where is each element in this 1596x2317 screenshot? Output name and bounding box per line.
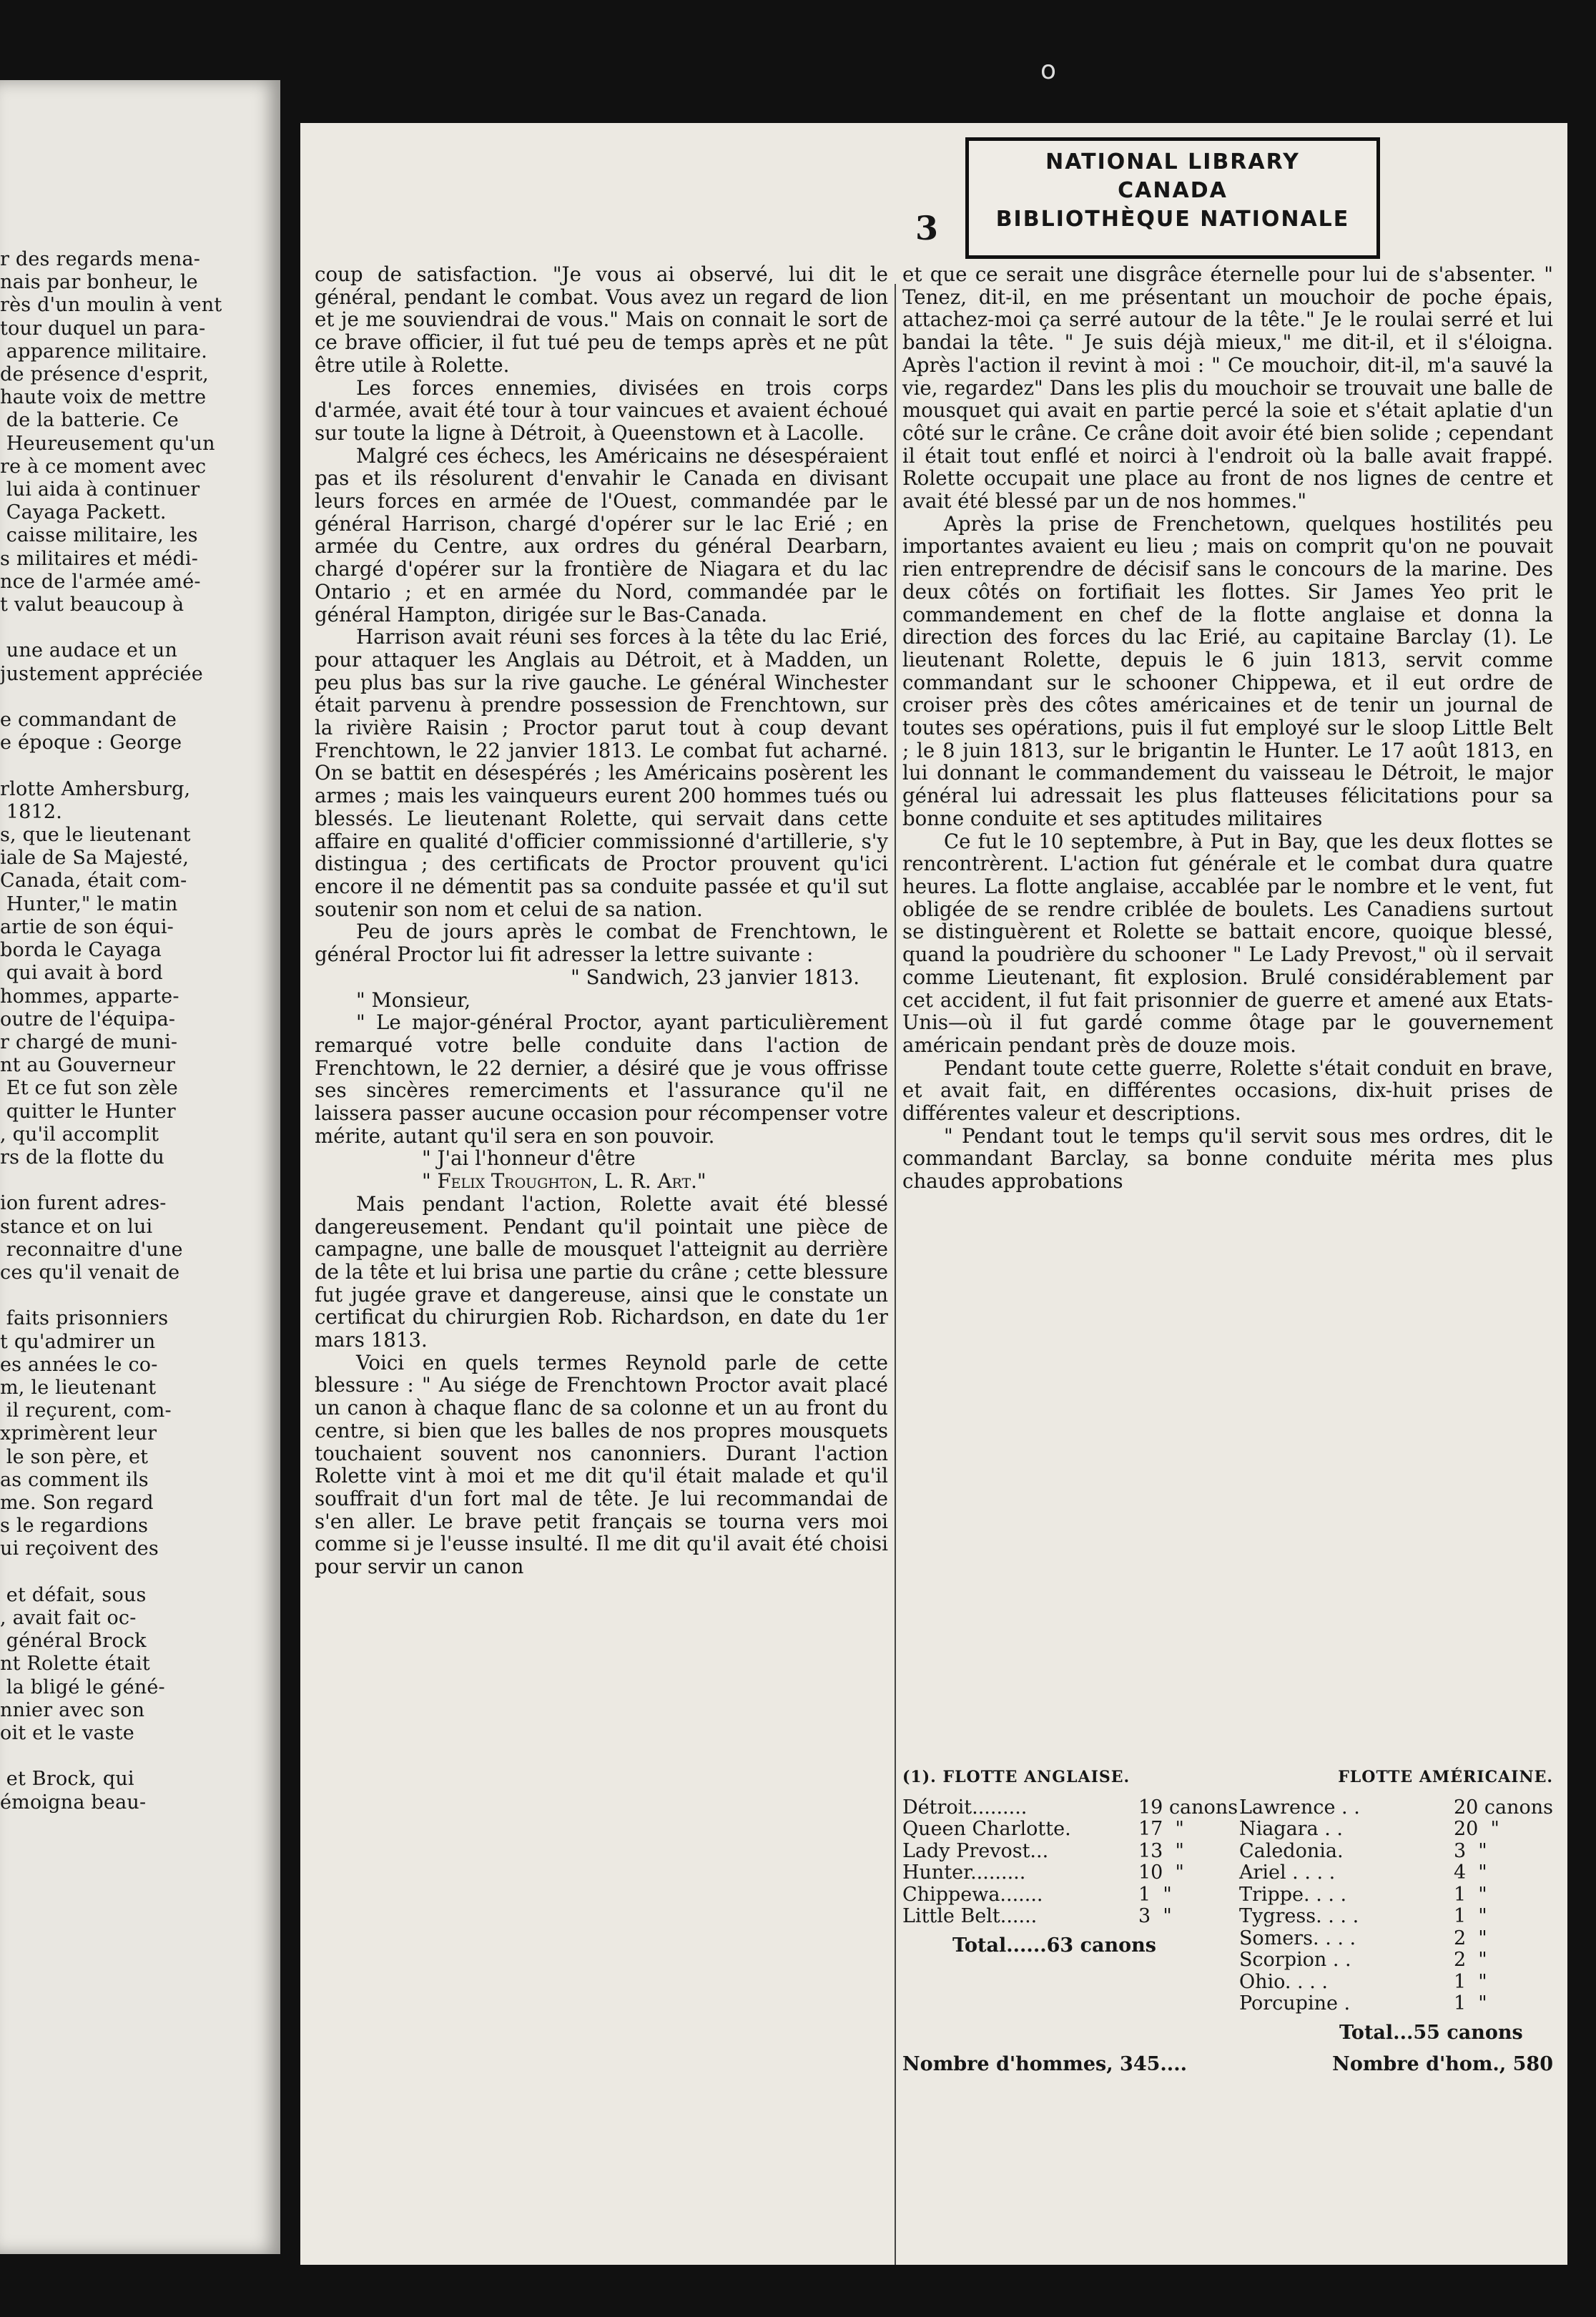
fragment-line: nnier avec son [0,1698,145,1721]
paragraph: Mais pendant l'action, Rolette avait été blessé dangereusement. Pendant qu'il pointait une pièce de campagne, une balle de mousquet l'atteignit au derrière de la tête et lui brisa une partie du crâne ; cette blessure fut jugée grave et dangereuse, ainsi que le constate un certificat du chirurgien Rob. Richardson, en date du 1er mars 1813. [315,1191,888,1352]
fragment-line: , avait fait oc- [0,1606,137,1629]
paragraph: Pendant toute cette guerre, Rolette s'était conduit en brave, et avait fait, en différentes occasions, dix-huit prises de différentes valeur et descriptions. [902,1056,1553,1126]
ship-name: Caledonia. [1238,1839,1344,1862]
letter-dateline: " Sandwich, 23 janvier 1813. [571,965,859,989]
fragment-line [0,754,280,777]
fragment-line: reconnaitre d'une [0,1238,183,1261]
fragment-line: m, le lieutenant [0,1376,157,1399]
ship-name: Détroit......... [902,1796,1028,1819]
fragment-line: Et ce fut son zèle [0,1077,178,1100]
fragment-line: t qu'admirer un [0,1330,156,1353]
ship-guns: 3 " [1138,1905,1172,1927]
fragment-line: s le regardions [0,1515,149,1538]
letter-salutation: " Monsieur, [356,988,471,1012]
corner-mark: o [1040,56,1057,85]
ship-row [902,1797,1238,1819]
fragment-line: il reçurent, com- [0,1399,172,1422]
american-crew-count: Nombre d'hom., 580 [1332,2053,1553,2075]
footnote-headings [902,1766,1553,1789]
fragment-line: et défait, sous [0,1583,147,1606]
text-column-1 [300,263,888,1578]
ship-guns: 17 " [1138,1818,1184,1840]
fragment-line: as comment ils [0,1468,149,1491]
paragraph: Harrison avait réuni ses forces à la tête du lac Erié, pour attaquer les Anglais au Détroit, et à Madden, un peu plus bas sur la rive gauche. Le général Winchester était parvenu à prendre possession de Frenchtown, sur la rivière Raisin ; Proctor parut tout à coup devant Frenchtown, le 22 janvier 1813. Le combat fut acharné. On se battit en désespérés ; les Américains posèrent les armes ; mais les vainqueurs eurent 200 hommes tués ou blessés. Le lieutenant Rolette, qui servait dans cette affaire en qualité d'officier commissionné d'artillerie, s'y distingua ; des certificats de Proctor prouvent qu'ici encore il ne démentit pas sa conduite passée et qu'il sut soutenir son nom et celui de sa nation. [315,625,888,921]
fragment-line: nais par bonheur, le [0,271,198,294]
fragment-line: r chargé de muni- [0,1030,178,1053]
ship-name: Little Belt...... [902,1905,1038,1927]
fragment-line: quitter le Hunter [0,1100,176,1123]
fragment-line: général Brock [0,1630,147,1653]
fragment-line: nt au Gouverneur [0,1054,176,1077]
fragment-line: la bligé le géné- [0,1676,165,1698]
fragment-line: stance et on lui [0,1215,153,1238]
stamp-line: CANADA [1118,178,1228,203]
fragment-line: nce de l'armée amé- [0,570,201,593]
fragment-line: , qu'il accomplit [0,1123,159,1146]
ship-guns: 10 " [1138,1861,1184,1884]
ship-row [1239,1949,1553,1972]
fragment-line: iale de Sa Majesté, [0,847,189,870]
american-fleet-heading: FLOTTE AMÉRICAINE. [1338,1768,1553,1786]
ship-guns: 20 " [1453,1818,1499,1840]
fragment-line: qui avait à bord [0,962,163,985]
column-divider [895,284,896,2265]
fragment-line: justement appréciée [0,662,203,685]
ship-guns: 20 canons [1453,1796,1553,1819]
ship-row [1239,1884,1553,1907]
fragment-line: Hunter," le matin [0,892,178,915]
fragment-line: t valut beaucoup à [0,594,184,616]
fragment-line: r des regards mena- [0,248,201,270]
fragment-line: de la batterie. Ce [0,409,179,432]
american-ship-list [1239,1797,1553,2015]
paragraph: " Pendant tout le temps qu'il servit sous mes ordres, dit le commandant Barclay, sa bonne conduite mérita mes plus chaudes approbations [902,1123,1553,1194]
stamp-line: BIBLIOTHÈQUE NATIONALE [995,207,1350,232]
ship-guns: 19 canons [1138,1796,1238,1819]
fragment-line: artie de son équi- [0,915,174,938]
fragment-line [0,1284,280,1307]
fragment-line: hommes, apparte- [0,985,179,1008]
english-fleet-heading: (1). FLOTTE ANGLAISE. [902,1768,1130,1786]
fragment-line: émoigna beau- [0,1791,147,1814]
ship-row [902,1819,1238,1841]
fragment-line: oit et le vaste [0,1722,134,1744]
ship-guns: 2 " [1453,1949,1487,1971]
fragment-line: lui aida à continuer [0,478,200,501]
paragraph: Après la prise de Frenchetown, quelques hostilités peu importantes avaient eu lieu ; mais on comprit qu'on ne pouvait rien entreprendre de décisif sans le concours de la marine. Des deux côtés on fortifiait les flottes. Sir James Yeo prit le commandement en chef de la flotte anglaise et donna la direction des forces du lac Erié, au capitaine Barclay (1). Le lieutenant Rolette, depuis le 6 juin 1813, servit comme commandant sur le schooner Chippewa, et il eut ordre de croiser près des côtes américaines et de tenir un journal de toutes ses opérations, puis il fut employé sur le sloop Little Belt ; le 8 juin 1813, sur le brigantin le Hunter. Le 17 août 1813, en lui donnant le commandement du vaisseau le Détroit, le major général lui adressait les plus flatteuses félicitations pour sa bonne conduite et ses aptitudes militaires [902,511,1553,830]
ship-guns: 1 " [1453,1992,1487,2015]
fragment-line: tour duquel un para- [0,317,206,340]
ship-guns: 1 " [1453,1883,1487,1906]
main-page [300,123,1567,2265]
ship-row [902,1906,1238,1928]
english-fleet [902,1797,1238,2045]
text-column-2 [902,263,1567,1193]
fragment-line: le son père, et [0,1445,149,1468]
fragment-line [0,616,280,639]
fragment-line: borda le Cayaga [0,939,162,962]
left-page-text [0,248,280,1814]
paragraph: coup de satisfaction. "Je vous ai observé, lui dit le général, pendant le combat. Vous avez un regard de lion et je me souviendrai de vous." Mais on connait le sort de ce brave officier, il fut tué peu de temps après et ne pût être utile à Rolette. [315,262,888,377]
crew-counts [902,2054,1553,2076]
ship-guns: 1 " [1138,1883,1172,1906]
paragraph: Voici en quels termes Reynold parle de cette blessure : " Au siége de Frenchtown Proctor avait placé un canon à chaque flanc de sa colonne et un au front du centre, si bien que les balles de nos propres mousquets touchaient souvent nos canonniers. Durant l'action Rolette vint à moi et me dit qu'il était malade et qu'il souffrait d'un fort mal de tête. Je lui recommandai de s'en aller. Le brave petit français se tourna vers moi comme si je l'eusse insulté. Il me dit qu'il avait été choisi pour servir un canon [315,1350,888,1579]
ship-name: Ariel . . . . [1238,1861,1336,1884]
fragment-line [0,686,280,709]
fragment-line: caisse militaire, les [0,524,198,547]
fragment-line: ion furent adres- [0,1192,167,1215]
fragment-line: me. Son regard [0,1491,154,1514]
ship-name: Somers. . . . [1238,1927,1356,1949]
fragment-line: rès d'un moulin à vent [0,294,222,317]
ship-row [1239,1841,1553,1863]
ship-guns: 1 " [1453,1905,1487,1927]
ship-name: Hunter......... [902,1861,1026,1884]
fragment-line: apparence militaire. [0,340,208,363]
ship-row [902,1884,1238,1907]
letter-body: " Le major-général Proctor, ayant particulièrement remarqué votre belle conduite dans l'action de Frenchtown, le 22 dernier, a désiré que je vous offrisse ses sincères remerciments et l'assurance qu'il ne laissera passer aucune occasion pour récompenser votre mérite, autant qu'il sera en son pouvoir. [315,1010,888,1148]
paragraph: Malgré ces échecs, les Américains ne désespéraient pas et ils résolurent d'envahir le Canada en divisant leurs forces en armée de l'Ouest, commandée par le général Harrison, chargé d'opérer sur le lac Erié ; en armée du Centre, aux ordres du général Dearbarn, chargé d'opérer sur la frontière de Niagara et du lac Ontario ; et en armée du Nord, commandée par le général Hampton, dirigée sur le Bas-Canada. [315,443,888,626]
fleet-footnote [902,1766,1553,2076]
fragment-line [0,1561,280,1584]
ship-guns: 3 " [1453,1839,1487,1862]
fragment-line: rs de la flotte du [0,1146,164,1169]
fragment-line [0,1169,280,1192]
page-number: 3 [915,209,939,247]
paragraph: Peu de jours après le combat de Frenchtown, le général Proctor lui fit adresser la lettre suivante : [315,920,888,967]
library-stamp [965,137,1380,259]
ship-name: Queen Charlotte. [902,1818,1071,1840]
english-ship-list [902,1797,1238,1928]
fragment-line: Cayaga Packett. [0,501,167,524]
american-total: Total...55 canons [1339,2021,1523,2044]
fragment-line: et Brock, qui [0,1768,134,1791]
ship-row [1239,1906,1553,1928]
ship-row [1239,1928,1553,1950]
fragment-line: une audace et un [0,639,178,662]
fragment-line: nt Rolette était [0,1653,150,1676]
fleet-lists [902,1797,1553,2045]
ship-name: Tygress. . . . [1238,1905,1359,1927]
fragment-line: re à ce moment avec [0,455,207,478]
ship-name: Lawrence . . [1238,1796,1360,1819]
ship-name: Lady Prevost... [902,1839,1049,1862]
ship-guns: 2 " [1453,1927,1487,1949]
ship-row [1239,1862,1553,1884]
paragraph: Les forces ennemies, divisées en trois corps d'armée, avait été tour à tour vaincues et avaient échoué sur toute la ligne à Détroit, à Queenstown et à Lacolle. [315,375,888,445]
american-fleet [1239,1797,1553,2045]
ship-name: Trippe. . . . [1238,1883,1347,1906]
ship-guns: 1 " [1453,1970,1487,1993]
paragraph: et que ce serait une disgrâce éternelle pour lui de s'absenter. " Tenez, dit-il, en me présentant un mouchoir de poche épais, attachez-moi ça serré autour de la tête." Je le roulai serré et lui bandai la tête. " Je suis déjà mieux," me dit-il, et il s'éloigna. Après l'action il revint à moi : " Ce mouchoir, dit-il, m'a sauvé la vie, regardez" Dans les plis du mouchoir se trouvait une balle de mousquet qui avait en partie percé la soie et s'était aplatie d'un côté sur le crâne. Ce crâne doit avoir été bien solide ; cependant il était tout enflé et noirci à l'endroit où la balle avait frappé. Rolette occupait une place au front de nos lignes de centre et avait été blessé par un de nos hommes." [902,262,1553,513]
fragment-line: s militaires et médi- [0,547,199,570]
letter-signature: " Felix Troughton, L. R. Art." [422,1169,706,1194]
fragment-line: ces qu'il venait de [0,1261,180,1284]
paragraph: Ce fut le 10 septembre, à Put in Bay, que les deux flottes se rencontrèrent. L'action fut générale et le combat dura quatre heures. La flotte anglaise, accablée par le nombre et le vent, fut obligée de se rendre criblée de boulets. Les Canadiens surtout se distinguèrent et Rolette se battait encore, quoique blessé, quand la poudrière du schooner " Le Lady Prevost," où il servait comme Lieutenant, fit explosion. Brulé considérablement par cet accident, il fut fait prisonnier de guerre et amené aux Etats-Unis—où il fut gardé comme ôtage par le gouvernement américain pendant près de douze mois. [902,829,1553,1057]
fragment-line: ui reçoivent des [0,1538,159,1560]
ship-row [902,1862,1238,1884]
fragment-line: haute voix de mettre [0,386,207,409]
fragment-line: rlotte Amhersburg, [0,777,191,800]
ship-name: Scorpion . . [1238,1949,1351,1971]
fragment-line: es années le co- [0,1353,158,1376]
fragment-line: xprimèrent leur [0,1422,157,1445]
fragment-line: e époque : George [0,732,182,754]
fragment-line: outre de l'équipa- [0,1008,176,1030]
ship-row [1239,1993,1553,2015]
ship-row [902,1841,1238,1863]
fragment-line: 1812. [0,800,63,823]
english-crew-count: Nombre d'hommes, 345.... [902,2053,1187,2075]
left-page-fragment [0,80,280,2254]
ship-name: Ohio. . . . [1238,1970,1328,1993]
ship-row [1239,1797,1553,1819]
fragment-line: de présence d'esprit, [0,363,209,386]
ship-name: Niagara . . [1238,1818,1344,1840]
ship-row [1239,1972,1553,1994]
fragment-line: faits prisonniers [0,1307,169,1330]
fragment-line: e commandant de [0,709,177,732]
fragment-line: Heureusement qu'un [0,432,215,455]
english-total: Total......63 canons [952,1934,1157,1957]
ship-guns: 13 " [1138,1839,1184,1862]
ship-name: Porcupine . [1238,1992,1351,2015]
letter-closing: " J'ai l'honneur d'être [422,1146,636,1171]
ship-guns: 4 " [1453,1861,1487,1884]
stamp-line: NATIONAL LIBRARY [1045,149,1300,174]
ship-row [1239,1819,1553,1841]
fragment-line [0,1745,280,1768]
fragment-line: Canada, était com- [0,870,187,892]
ship-name: Chippewa....... [902,1883,1043,1906]
fragment-line: s, que le lieutenant [0,824,191,847]
